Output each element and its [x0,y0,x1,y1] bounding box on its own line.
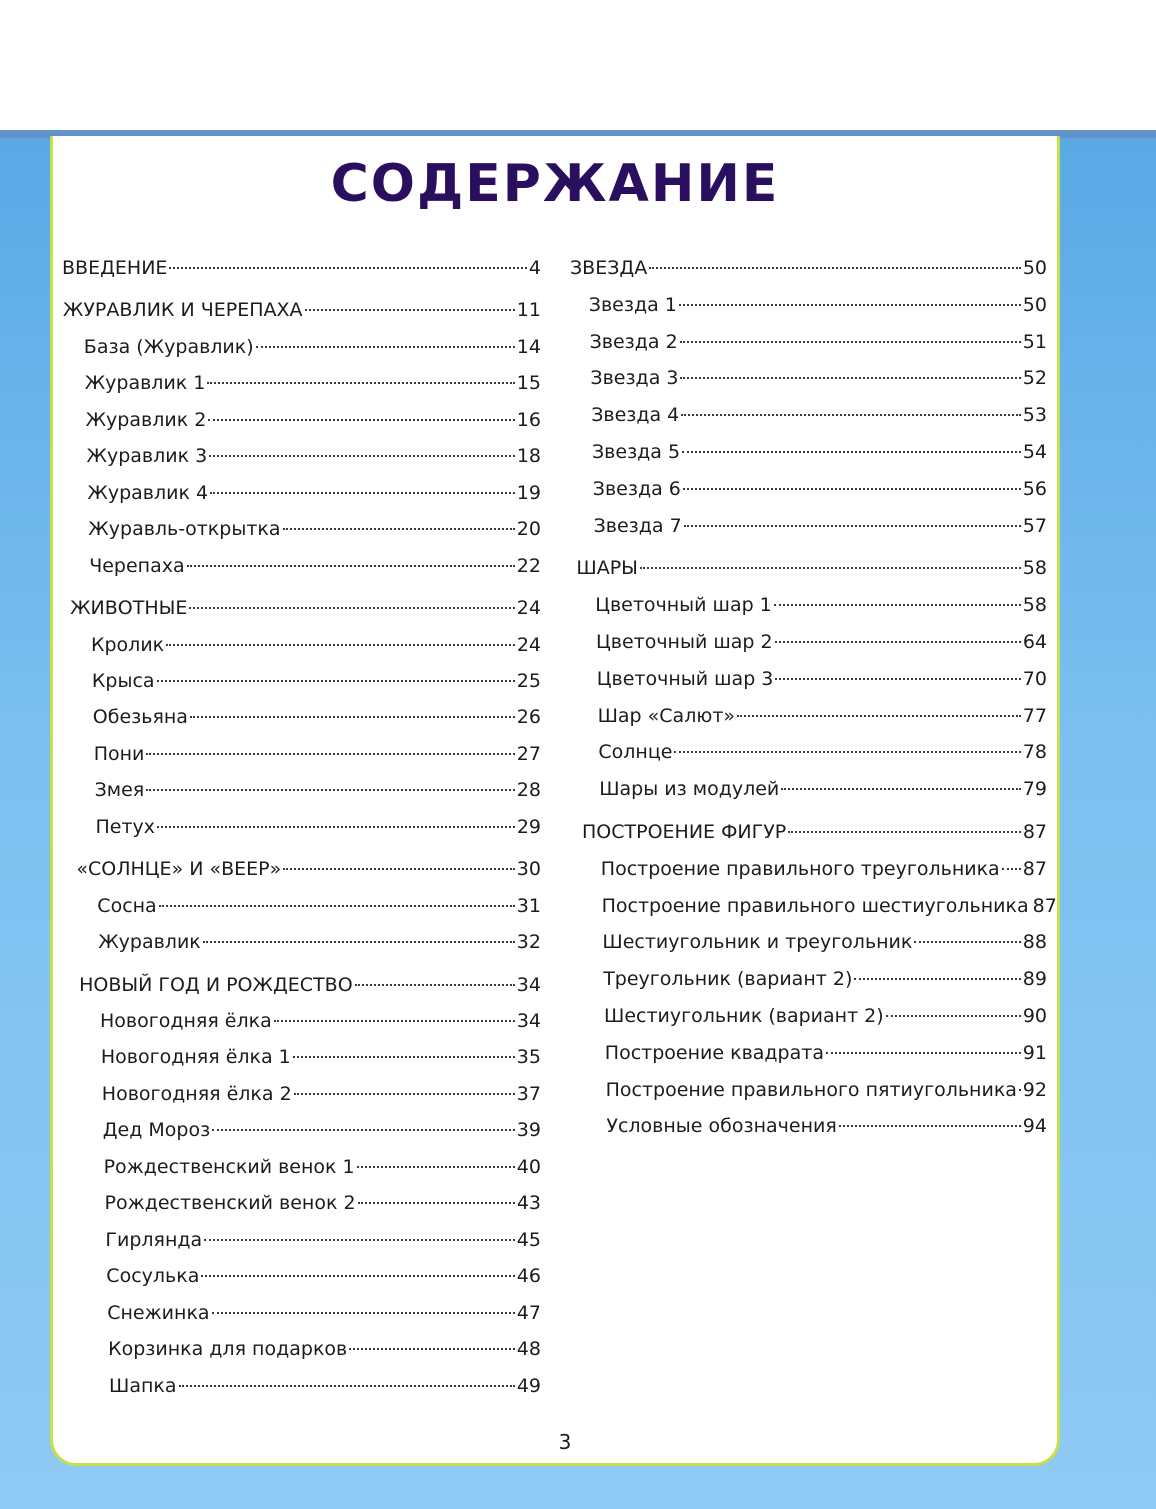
dot-leader [674,751,1020,753]
toc-entry-page: 58 [1022,594,1047,617]
dot-leader [886,1015,1021,1017]
dot-leader [684,525,1021,527]
toc-section[interactable] [70,597,541,629]
toc-entry-page: 87 [1022,821,1047,843]
toc-entry-title: Звезда 4 [591,404,680,427]
toc-item[interactable] [606,1115,1047,1147]
toc-entry-page: 77 [1022,704,1047,727]
dot-leader [737,715,1021,717]
dot-leader [679,304,1021,306]
toc-item[interactable] [107,1302,541,1334]
toc-entry-page: 16 [516,408,541,431]
toc-entry-title: Журавлик 4 [87,481,209,504]
toc-entry-title: Змея [94,779,145,802]
toc-item[interactable] [103,1119,541,1151]
toc-entry-page: 20 [516,518,541,541]
dot-leader [680,377,1020,379]
toc-item[interactable] [590,331,1047,363]
toc-item[interactable] [108,1338,541,1370]
toc-entry-page: 40 [516,1155,541,1178]
toc-entry-title: Солнце [598,741,673,764]
dot-leader [1019,1089,1021,1091]
toc-section[interactable] [576,557,1047,589]
toc-entry-title: Звезда 1 [588,293,677,316]
toc-entry-title: Кролик [91,633,165,656]
toc-entry-title: Шары из модулей [599,778,780,801]
toc-entry-title: Условные обозначения [606,1115,837,1138]
toc-item[interactable] [105,1229,541,1261]
dot-leader [355,984,515,986]
toc-entry-title: Дед Мороз [102,1119,211,1142]
toc-entry-title: Рождественский венок 1 [103,1155,355,1178]
dot-leader [1002,868,1021,870]
toc-entry-page: 24 [516,633,541,656]
toc-entry-page: 46 [516,1265,541,1288]
dot-leader [294,1093,515,1095]
toc-entry-title: «СОЛНЦЕ» И «ВЕЕР» [76,858,282,881]
dot-leader [256,346,515,348]
toc-entry-page: 53 [1022,404,1047,427]
toc-entry-title: Цветочный шар 3 [596,667,774,690]
dot-leader [788,831,1021,833]
toc-entry-page: 70 [1022,667,1047,690]
dot-leader [775,678,1020,680]
toc-entry-page: 56 [1022,477,1047,500]
toc-entry-title: Новогодняя ёлка 2 [101,1082,292,1105]
dot-leader [640,567,1021,569]
toc-item[interactable] [100,1010,541,1042]
toc-item[interactable] [95,779,541,811]
toc-entry-page: 51 [1022,330,1047,353]
toc-entry-title: Журавль-открытка [88,518,281,541]
toc-entry-page: 4 [528,257,541,279]
dot-leader [283,528,515,530]
dot-leader [293,1056,515,1058]
toc-entry-page: 57 [1022,514,1047,537]
dot-leader [212,1312,515,1314]
dot-leader [204,1239,515,1241]
toc-entry-title: Снежинка [107,1301,210,1324]
toc-entry-title: Звезда 2 [589,330,678,353]
toc-entry-title: Журавлик 3 [86,445,208,468]
toc-entry-page: 87 [1032,894,1057,917]
toc-entry-title: Новогодняя ёлка 1 [100,1046,291,1069]
toc-entry-title: Гирлянда [105,1228,203,1251]
dot-leader [169,267,526,269]
toc-entry-title: Звезда 7 [593,514,682,537]
dot-leader [649,267,1021,269]
toc-item[interactable] [605,1042,1047,1074]
toc-entry-page: 87 [1022,857,1047,880]
toc-entry-page: 88 [1022,931,1047,954]
toc-entry-page: 35 [516,1046,541,1069]
toc-entry-title: Звезда 6 [592,477,681,500]
dot-leader [682,451,1021,453]
toc-item[interactable] [590,367,1047,399]
dot-leader [305,309,515,311]
toc-entry-title: ЗВЕЗДА [570,257,648,279]
dot-leader [283,868,515,870]
toc-item[interactable] [106,1265,541,1297]
toc-entry-title: Рождественский венок 2 [104,1192,356,1215]
dot-leader [683,488,1021,490]
toc-entry-page: 92 [1022,1078,1047,1101]
page-number: 3 [558,1430,572,1454]
toc-item[interactable] [589,294,1047,326]
toc-item[interactable] [597,668,1047,700]
toc-entry-page: 11 [516,299,541,322]
toc-entry-page: 64 [1022,631,1047,653]
toc-entry-page: 48 [516,1338,541,1361]
toc-entry-page: 50 [1022,257,1047,279]
toc-entry-title: Пони [93,742,145,765]
toc-entry-page: 15 [516,372,541,395]
toc-entry-title: База (Журавлик) [83,335,254,358]
toc-item[interactable] [87,482,541,514]
toc-item[interactable] [88,518,541,550]
dot-leader [187,565,515,567]
toc-entry-page: 29 [516,815,541,838]
toc-entry-title: ЖИВОТНЫЕ [70,597,188,620]
toc-entry-title: Корзинка для подарков [108,1338,348,1361]
toc-entry-title: Журавлик [98,931,201,954]
toc-entry-page: 89 [1022,968,1047,991]
dot-leader [201,1275,514,1277]
dot-leader [358,1202,515,1204]
toc-entry-page: 34 [516,1010,541,1032]
toc-entry-page: 39 [516,1119,541,1142]
toc-entry-title: Шестиугольник (вариант 2) [604,1005,884,1027]
toc-section[interactable] [62,257,541,289]
toc-entry-page: 28 [516,779,541,802]
toc-entry-page: 19 [516,481,541,504]
toc-entry-title: Сосулька [106,1265,200,1288]
toc-entry-page: 18 [516,445,541,468]
toc-entry-page: 52 [1022,367,1047,390]
toc-entry-title: Журавлик 1 [84,372,206,395]
toc-item[interactable] [601,894,1057,927]
toc-section[interactable] [79,974,541,1006]
toc-entry-title: Построение правильного пятиугольника [605,1078,1017,1101]
toc-item[interactable] [603,968,1047,1000]
toc-section[interactable] [582,821,1047,853]
dot-leader [166,644,515,646]
toc-item[interactable] [93,706,541,738]
toc-item[interactable] [593,478,1047,510]
dot-leader [157,826,515,828]
dot-leader [146,753,514,755]
dot-leader [681,414,1021,416]
dot-leader [159,905,515,907]
toc-item[interactable] [85,372,541,404]
dot-leader [210,492,515,494]
toc-entry-title: Черепаха [89,554,185,577]
toc-item[interactable] [105,1192,542,1224]
toc-entry-page: 78 [1022,741,1047,764]
toc-entry-title: Цветочный шар 2 [596,631,773,653]
toc-entry-title: НОВЫЙ ГОД И РОЖДЕСТВО [79,973,353,996]
toc-entry-page: 58 [1022,557,1047,580]
toc-entry-title: Шестиугольник и треугольник [602,931,913,954]
toc-item[interactable] [97,895,541,927]
toc-item[interactable] [104,1156,541,1188]
toc-entry-page: 45 [516,1228,541,1251]
toc-entry-page: 32 [516,931,541,954]
toc-item[interactable] [601,858,1047,890]
toc-entry-page: 43 [516,1192,541,1215]
dot-leader [203,941,515,943]
toc-entry-page: 50 [1022,293,1047,316]
toc-item[interactable] [92,670,541,702]
toc-entry-page: 31 [516,894,541,917]
dot-leader [826,1052,1021,1054]
dot-leader [208,419,514,421]
dot-leader [212,1129,515,1131]
dot-leader [146,789,515,791]
toc-entry-title: Построение правильного треугольника [600,857,1000,880]
dot-leader [854,978,1020,980]
dot-leader [189,607,514,609]
toc-entry-page: 90 [1022,1005,1047,1027]
dot-leader [349,1348,515,1350]
toc-item[interactable] [598,705,1047,737]
dot-leader [190,716,515,718]
toc-entry-page: 94 [1022,1115,1047,1138]
toc-item[interactable] [94,743,541,775]
dot-leader [775,641,1021,643]
toc-section[interactable] [76,858,541,890]
dot-leader [357,1166,515,1168]
toc-entry-page: 34 [516,973,541,996]
dot-leader [207,382,514,384]
toc-entry-title: Шар «Салют» [597,704,736,727]
toc-entry-title: Звезда 5 [592,441,681,463]
toc-entry-page: 30 [516,858,541,881]
toc-entry-page: 22 [516,554,541,577]
toc-item[interactable] [89,555,541,587]
toc-entry-title: ВВЕДЕНИЕ [62,257,168,279]
toc-item[interactable] [602,931,1047,963]
toc-item[interactable] [102,1083,541,1115]
toc-item[interactable] [109,1375,541,1407]
toc-entry-page: 27 [516,742,541,765]
dot-leader [914,941,1020,943]
toc-entry-title: Журавлик 2 [85,408,207,431]
dot-leader [774,604,1021,606]
toc-item[interactable] [591,404,1047,436]
toc-item[interactable] [87,445,542,477]
dot-leader [209,455,515,457]
toc-entry-title: Построение квадрата [604,1041,824,1064]
dot-leader [839,1125,1021,1127]
toc-item[interactable] [595,594,1047,626]
toc-entry-page: 47 [516,1301,541,1324]
toc-entry-page: 54 [1022,441,1047,463]
toc-entry-title: Звезда 3 [590,367,679,390]
dot-leader [179,1385,515,1387]
toc-item[interactable] [596,631,1047,663]
dot-leader [680,341,1021,343]
toc-entry-title: ШАРЫ [576,557,638,580]
toc-entry-page: 26 [516,706,541,729]
toc-entry-page: 79 [1022,778,1047,801]
toc-item[interactable] [599,778,1047,810]
dot-leader [274,1020,515,1022]
toc-item[interactable] [604,1005,1047,1037]
toc-entry-title: Шапка [109,1374,177,1397]
toc-item[interactable] [594,515,1047,547]
toc-entry-page: 14 [516,335,541,358]
toc-section[interactable] [63,299,541,331]
toc-entry-title: ПОСТРОЕНИЕ ФИГУР [582,821,787,843]
toc-item[interactable] [606,1079,1047,1111]
toc-section[interactable] [570,257,1047,289]
toc-entry-title: ЖУРАВЛИК И ЧЕРЕПАХА [62,299,303,322]
toc-item[interactable] [592,441,1047,473]
toc-entry-title: Обезьяна [92,706,188,729]
dot-leader [157,680,515,682]
toc-entry-title: Сосна [97,894,157,917]
toc-entry-page: 37 [516,1082,541,1105]
toc-item[interactable] [101,1046,541,1078]
toc-entry-page: 24 [516,597,541,620]
toc-entry-title: Треугольник (вариант 2) [603,968,853,991]
toc-entry-title: Цветочный шар 1 [595,594,772,617]
toc-entry-title: Петух [95,815,156,838]
toc-item[interactable] [98,931,541,963]
toc-entry-title: Крыса [91,669,155,692]
toc-item[interactable] [86,409,541,441]
page-title: СОДЕРЖАНИЕ [330,154,780,214]
toc-item[interactable] [598,741,1047,773]
toc-item[interactable] [84,336,541,368]
toc-item[interactable] [91,634,541,666]
toc-entry-page: 91 [1022,1041,1047,1064]
toc-entry-page: 49 [516,1374,541,1397]
dot-leader [781,788,1021,790]
toc-entry-page: 25 [516,669,541,692]
toc-entry-title: Новогодняя ёлка [100,1010,272,1032]
toc-item[interactable] [96,816,542,848]
toc-entry-title: Построение правильного шестиугольника [601,894,1029,917]
